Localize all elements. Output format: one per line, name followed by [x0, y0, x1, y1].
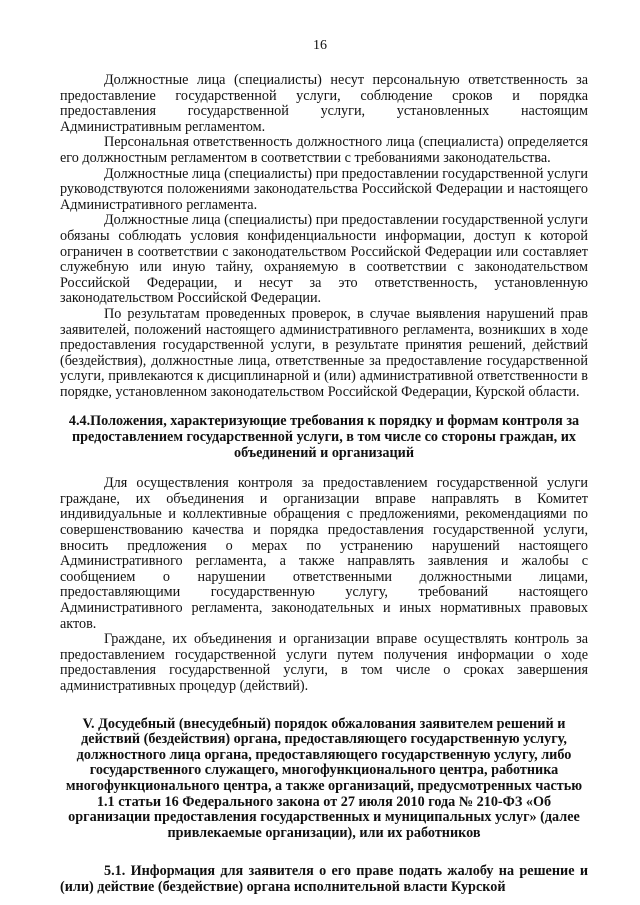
- paragraph: Должностные лица (специалисты) при предоставлении государственной услуги обязаны соблюдать условия конфиденциальности информации, доступ к которой ограничен в соответствии с законодательством Российской Федерации или составляет служебную или иную тайну, охраняемую в соответствии с законодательством Российской Федерации, и несут за это ответственность, установленную законодательством Российской Федерации.: [60, 212, 588, 307]
- paragraph: Для осуществления контроля за предоставлением государственной услуги граждане, их объединения и организации вправе направлять в Комитет индивидуальные и коллективные обращения с предложениями, рекомендациями по совершенствованию качества и порядка предоставления государственной услуги, вносить предложения о мерах по устранению нарушений настоящего Административного регламента, а также направлять заявления и жалобы с сообщением о нарушении ответственными должностными лицами, предоставляющими государственную услугу, требований настоящего Административного регламента, законодательных и иных нормативных правовых актов.: [60, 475, 588, 632]
- subsection-heading-5-1: 5.1. Информация для заявителя о его праве подать жалобу на решение и (или) действие (бездействие) органа исполнительной власти Курской: [60, 863, 588, 895]
- paragraph: Персональная ответственность должностного лица (специалиста) определяется его должностным регламентом в соответствии с требованиями законодательства.: [60, 134, 588, 166]
- paragraph: Граждане, их объединения и организации вправе осуществлять контроль за предоставлением государственной услуги путем получения информации о ходе предоставления государственной услуги, в том числе о сроках завершения административных процедур (действий).: [60, 631, 588, 694]
- page-number: 16: [313, 38, 327, 53]
- paragraph: Должностные лица (специалисты) при предоставлении государственной услуги руководствуются положениями законодательства Российской Федерации и настоящего Административного регламента.: [60, 165, 588, 213]
- paragraph: По результатам проведенных проверок, в случае выявления нарушений прав заявителей, положений настоящего административного регламента, возникших в ходе предоставления государственной услуги, в результате принятия решений, действий (бездействия), должностные лица, ответственные за предоставление государственной услуги, привлекаются к дисциплинарной и (или) административной ответственности в порядке, установленном законодательством Российской Федерации, Курской области.: [60, 305, 588, 400]
- section-heading-4-4: 4.4.Положения, характеризующие требования к порядку и формам контроля за предоставлением государственной услуги, в том числе со стороны граждан, их объединений и организаций: [68, 413, 580, 461]
- chapter-heading-v: V. Досудебный (внесудебный) порядок обжалования заявителем решений и действий (бездействия) органа, предоставляющего государственную услугу, должностного лица органа, предоставляющего государственную услугу, либо государственного служащего, многофункционального центра, работника многофункционального центра, а также организаций, предусмотренных частью 1.1 статьи 16 Федерального закона от 27 июля 2010 года № 210-ФЗ «Об организации предоставления государственных и муниципальных услуг» (далее привлекаемые организации), или их работников: [65, 715, 583, 841]
- document-body: [60, 73, 588, 896]
- paragraph: Должностные лица (специалисты) несут персональную ответственность за предоставление государственной услуги, соблюдение сроков и порядка предоставления государственной услуги, установленных настоящим Административным регламентом.: [60, 72, 588, 135]
